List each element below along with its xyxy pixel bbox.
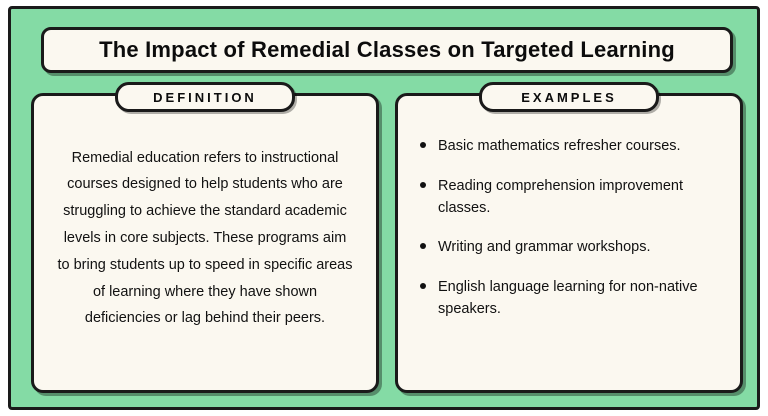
list-item-label: English language learning for non-native speakers.: [438, 279, 698, 317]
examples-body: [398, 126, 740, 380]
list-item-label: Writing and grammar workshops.: [438, 239, 651, 256]
list-item-label: Basic mathematics refresher courses.: [438, 138, 681, 154]
definition-text: Remedial education refers to instructional courses designed to help students who are struggling to achieve the standard academic levels in core subjects. These programs aim to bring students up to speed in specific areas of learning where they have shown deficiencies or lag behind their peers.: [57, 149, 353, 327]
list-item: [420, 136, 718, 158]
title-card: [41, 27, 733, 73]
examples-badge: [479, 82, 659, 112]
examples-badge-label: EXAMPLES: [521, 89, 617, 105]
bullet-icon: [420, 182, 426, 188]
bullet-icon: [420, 283, 426, 289]
panels-row: [29, 89, 745, 399]
definition-panel: [31, 89, 379, 393]
bullet-icon: [420, 142, 426, 148]
list-item-label: Reading comprehension improvement classes.: [438, 177, 684, 216]
examples-list: [420, 136, 718, 321]
list-item: [420, 176, 718, 220]
list-item: [420, 237, 718, 259]
list-item: [420, 277, 718, 321]
definition-badge: [115, 82, 295, 112]
definition-badge-label: DEFINITION: [153, 89, 257, 105]
examples-panel: [395, 89, 743, 393]
poster-container: [8, 6, 760, 410]
bullet-icon: [420, 243, 426, 249]
page-title: The Impact of Remedial Classes on Targeted Learning: [99, 37, 675, 62]
definition-body: [34, 126, 376, 380]
